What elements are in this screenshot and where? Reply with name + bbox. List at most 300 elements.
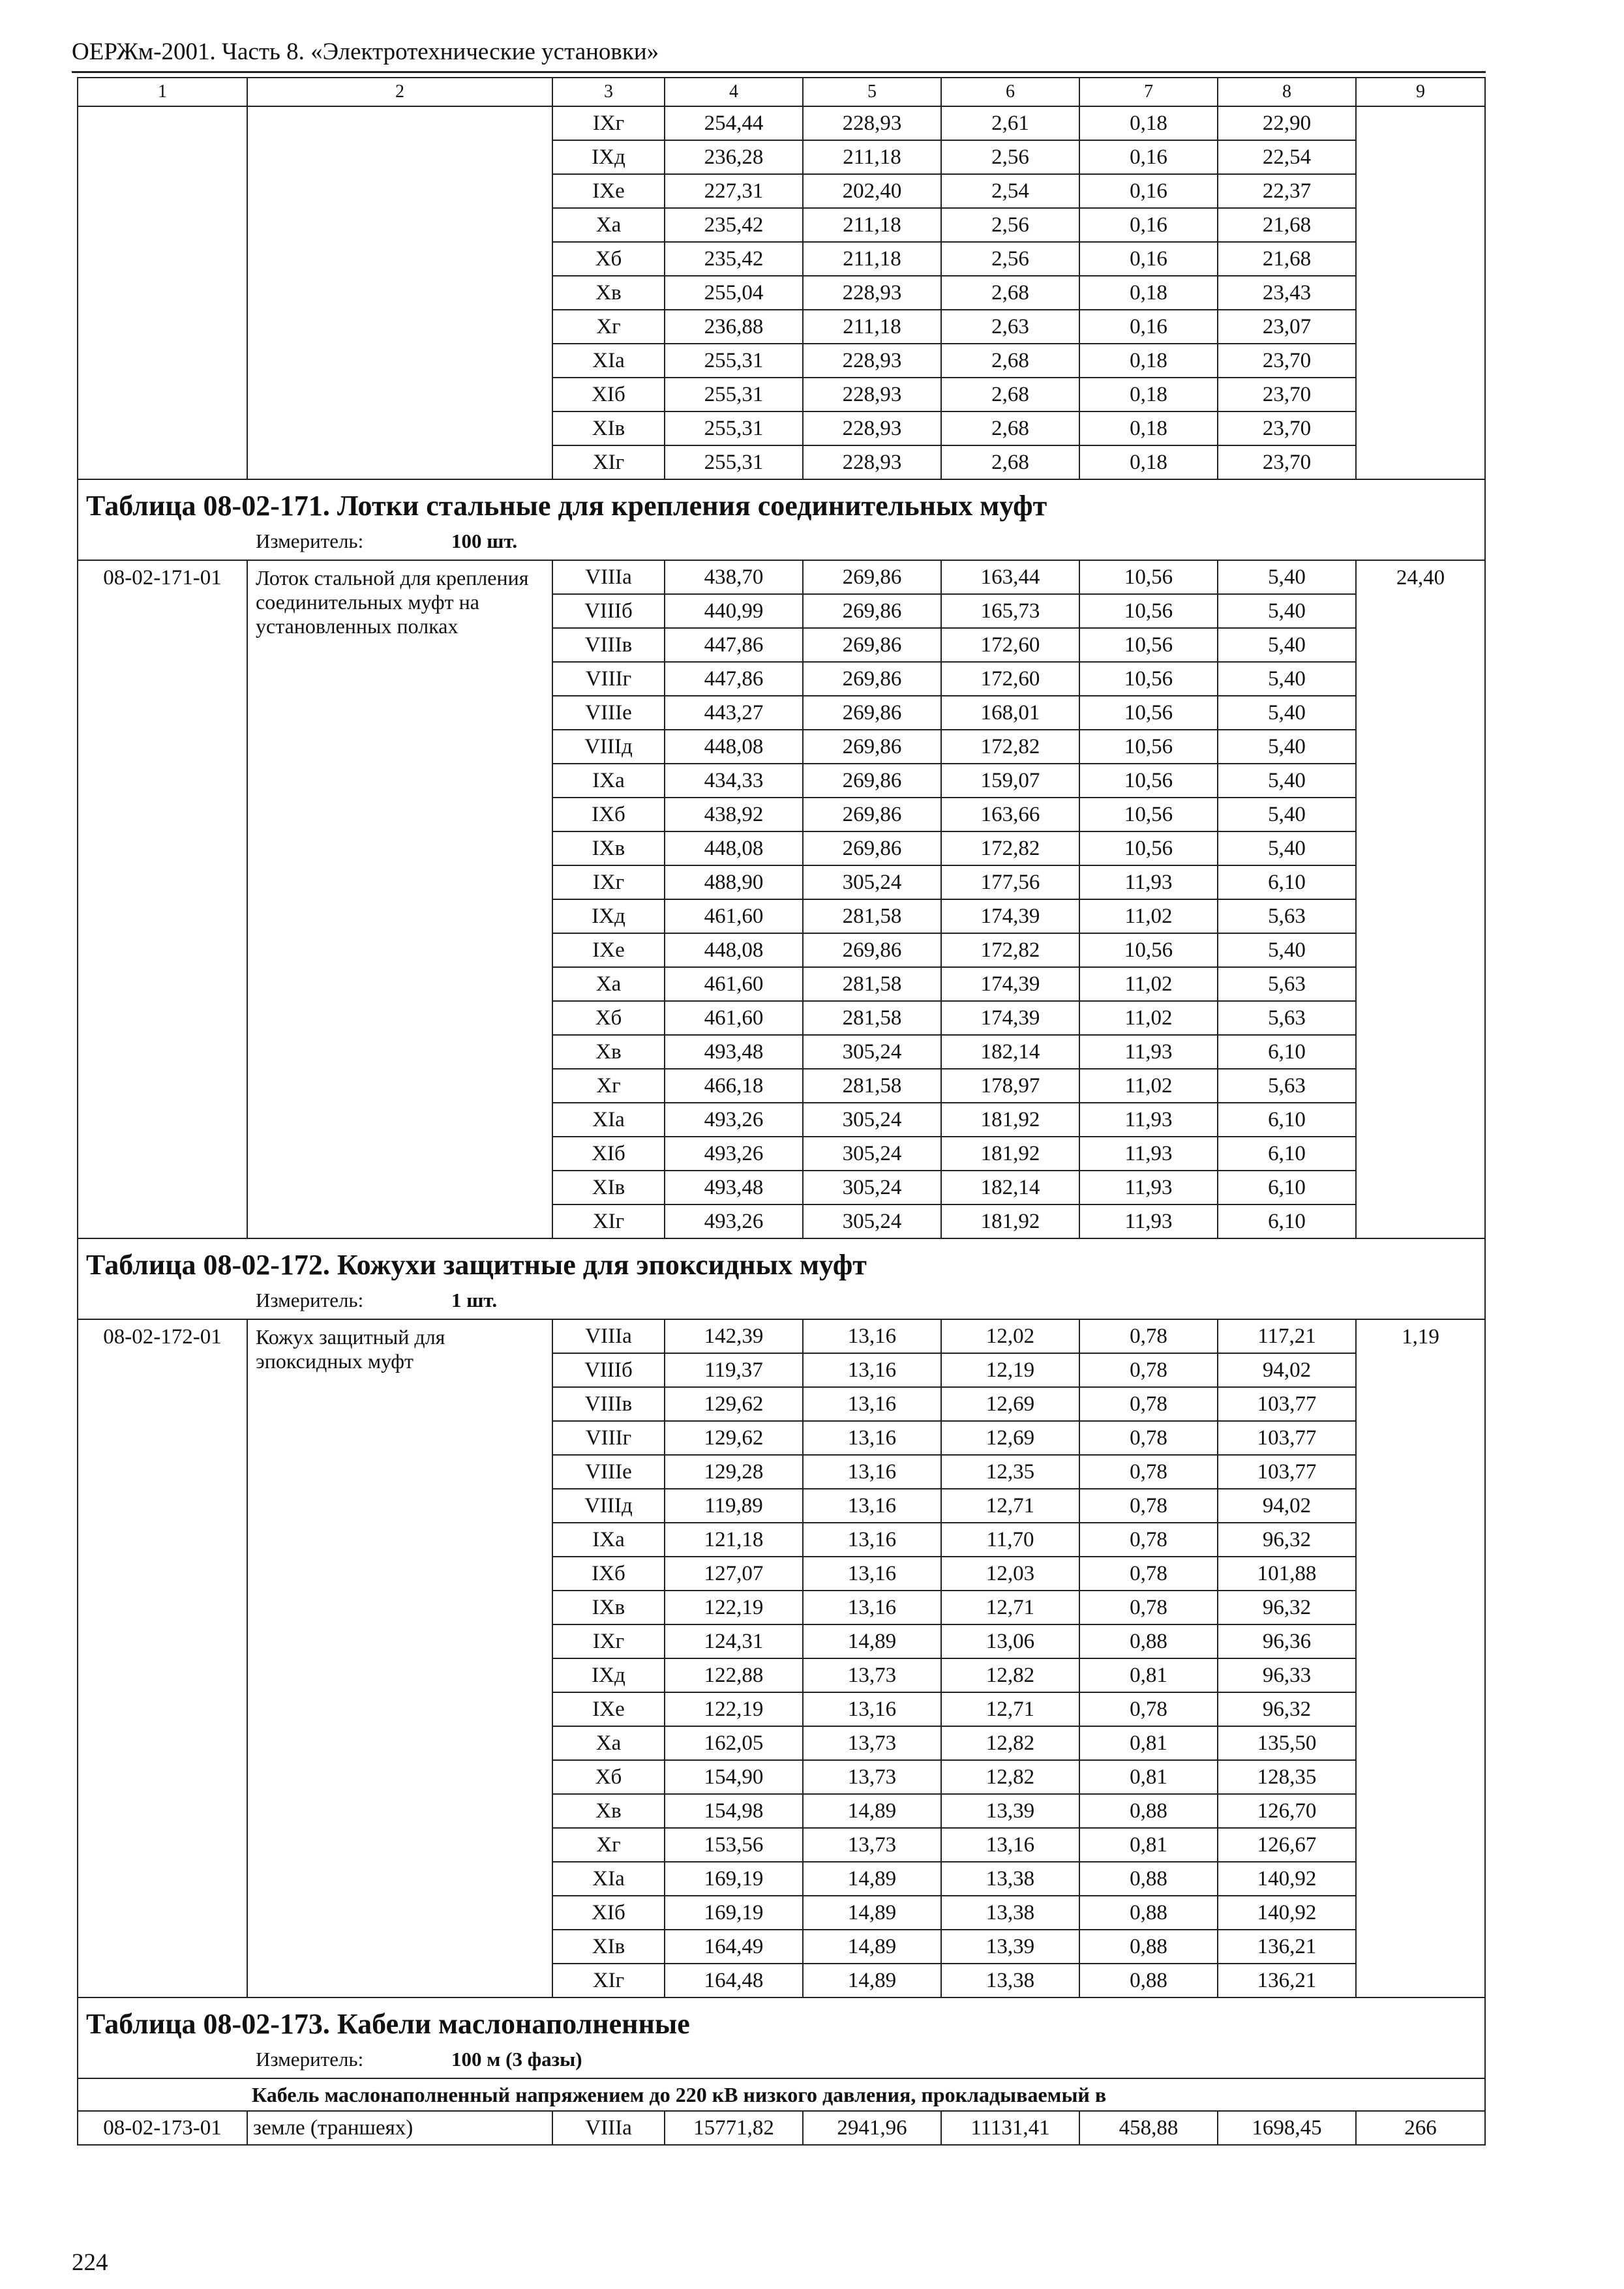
value-cell: 14,89 (803, 1964, 941, 1997)
value-cell: 211,18 (803, 310, 941, 344)
item-description: земле (траншеях) (247, 2111, 552, 2145)
table-row (78, 2111, 1485, 2145)
value-cell: 493,48 (665, 1171, 803, 1204)
table-title: Таблица 08-02-171. Лотки стальные для крепления соединительных муфт (78, 479, 1485, 527)
value-cell: 14,89 (803, 1862, 941, 1896)
value-cell: 96,32 (1218, 1523, 1356, 1557)
value-cell: 172,82 (941, 933, 1079, 967)
value-cell: 13,16 (803, 1387, 941, 1421)
value-cell: 438,92 (665, 798, 803, 831)
page-header: ОЕРЖм-2001. Часть 8. «Электротехнические установки» (72, 38, 659, 65)
table-title: Таблица 08-02-172. Кожухи защитные для эпоксидных муфт (78, 1238, 1485, 1286)
value-cell: 0,81 (1079, 1658, 1218, 1692)
value-cell: 0,88 (1079, 1964, 1218, 1997)
value-cell: 447,86 (665, 662, 803, 696)
value-cell: 13,16 (803, 1319, 941, 1353)
value-cell: 0,16 (1079, 310, 1218, 344)
value-cell: 165,73 (941, 594, 1079, 628)
value-cell: 103,77 (1218, 1421, 1356, 1455)
value-cell: 22,54 (1218, 140, 1356, 174)
value-cell: 168,01 (941, 696, 1079, 730)
measure-row (78, 1286, 1485, 1319)
value-cell: 10,56 (1079, 662, 1218, 696)
column-number: 7 (1079, 78, 1218, 106)
value-cell: 142,39 (665, 1319, 803, 1353)
value-cell: 5,63 (1218, 1001, 1356, 1035)
value-cell: 13,39 (941, 1794, 1079, 1828)
value-cell: 269,86 (803, 730, 941, 764)
value-cell: 461,60 (665, 1001, 803, 1035)
measure-label: Измеритель: (256, 2048, 364, 2071)
value-cell: 23,70 (1218, 344, 1356, 378)
item-col9: 24,40 (1356, 560, 1485, 1238)
value-cell: 10,56 (1079, 594, 1218, 628)
value-cell: 21,68 (1218, 242, 1356, 276)
value-cell: 13,38 (941, 1896, 1079, 1930)
region-cell: XIa (552, 1862, 665, 1896)
value-cell: 255,31 (665, 344, 803, 378)
value-cell: 129,62 (665, 1387, 803, 1421)
value-cell: 11131,41 (941, 2111, 1079, 2145)
value-cell: 281,58 (803, 967, 941, 1001)
value-cell: 254,44 (665, 106, 803, 140)
measure-value: 100 шт. (451, 530, 518, 552)
value-cell: 0,78 (1079, 1692, 1218, 1726)
value-cell: 0,78 (1079, 1523, 1218, 1557)
value-cell: 13,16 (941, 1828, 1079, 1862)
region-cell: IXд (552, 1658, 665, 1692)
value-cell: 23,07 (1218, 310, 1356, 344)
value-cell: 466,18 (665, 1069, 803, 1103)
value-cell: 13,73 (803, 1828, 941, 1862)
value-cell: 6,10 (1218, 1137, 1356, 1171)
value-cell: 13,16 (803, 1523, 941, 1557)
value-cell: 228,93 (803, 445, 941, 479)
value-cell: 235,42 (665, 208, 803, 242)
value-cell: 488,90 (665, 865, 803, 899)
value-cell: 255,04 (665, 276, 803, 310)
value-cell: 2,56 (941, 242, 1079, 276)
value-cell: 22,37 (1218, 174, 1356, 208)
value-cell: 458,88 (1079, 2111, 1218, 2145)
value-cell: 448,08 (665, 933, 803, 967)
column-number: 3 (552, 78, 665, 106)
value-cell: 11,02 (1079, 899, 1218, 933)
value-cell: 13,16 (803, 1353, 941, 1387)
value-cell: 13,39 (941, 1930, 1079, 1964)
value-cell: 0,18 (1079, 411, 1218, 445)
value-cell: 12,82 (941, 1658, 1079, 1692)
value-cell: 305,24 (803, 1137, 941, 1171)
value-cell: 236,28 (665, 140, 803, 174)
value-cell: 255,31 (665, 445, 803, 479)
value-cell: 236,88 (665, 310, 803, 344)
value-cell: 235,42 (665, 242, 803, 276)
column-number: 8 (1218, 78, 1356, 106)
value-cell: 13,38 (941, 1964, 1079, 1997)
region-cell: VIIIe (552, 1455, 665, 1489)
measure-label: Измеритель: (256, 530, 364, 552)
value-cell: 136,21 (1218, 1930, 1356, 1964)
measure-label: Измеритель: (256, 1289, 364, 1311)
region-cell: Xб (552, 1760, 665, 1794)
region-cell: IXг (552, 865, 665, 899)
value-cell: 12,71 (941, 1692, 1079, 1726)
value-cell: 94,02 (1218, 1353, 1356, 1387)
value-cell: 228,93 (803, 378, 941, 411)
value-cell: 13,06 (941, 1624, 1079, 1658)
measure-value: 100 м (3 фазы) (451, 2048, 582, 2071)
value-cell: 10,56 (1079, 730, 1218, 764)
value-cell: 5,40 (1218, 730, 1356, 764)
region-cell: VIIIб (552, 594, 665, 628)
value-cell: 10,56 (1079, 628, 1218, 662)
value-cell: 0,16 (1079, 242, 1218, 276)
value-cell: 21,68 (1218, 208, 1356, 242)
value-cell: 140,92 (1218, 1896, 1356, 1930)
value-cell: 178,97 (941, 1069, 1079, 1103)
value-cell: 0,88 (1079, 1624, 1218, 1658)
region-cell: VIIIд (552, 730, 665, 764)
region-cell: IXг (552, 106, 665, 140)
value-cell: 172,60 (941, 662, 1079, 696)
measure-cell (78, 527, 1485, 560)
region-cell: XIв (552, 1171, 665, 1204)
measure-row (78, 2045, 1485, 2078)
value-cell: 163,66 (941, 798, 1079, 831)
value-cell: 0,18 (1079, 276, 1218, 310)
value-cell: 126,67 (1218, 1828, 1356, 1862)
item-code: 08-02-173-01 (78, 2111, 247, 2145)
value-cell: 0,78 (1079, 1387, 1218, 1421)
value-cell: 305,24 (803, 1035, 941, 1069)
value-cell: 5,63 (1218, 967, 1356, 1001)
value-cell: 269,86 (803, 696, 941, 730)
region-cell: IXe (552, 1692, 665, 1726)
value-cell: 154,98 (665, 1794, 803, 1828)
value-cell: 438,70 (665, 560, 803, 594)
item-description: Кожух защитный для эпоксидных муфт (247, 1319, 552, 1997)
table-body (78, 78, 1485, 2145)
region-cell: IXе (552, 174, 665, 208)
value-cell: 269,86 (803, 628, 941, 662)
value-cell: 5,40 (1218, 560, 1356, 594)
value-cell: 2,56 (941, 140, 1079, 174)
value-cell: 269,86 (803, 594, 941, 628)
value-cell: 228,93 (803, 276, 941, 310)
value-cell: 119,37 (665, 1353, 803, 1387)
value-cell: 14,89 (803, 1896, 941, 1930)
value-cell: 269,86 (803, 662, 941, 696)
region-cell: VIIIд (552, 1489, 665, 1523)
value-cell: 13,16 (803, 1489, 941, 1523)
page-number: 224 (72, 2249, 108, 2276)
value-cell: 12,71 (941, 1489, 1079, 1523)
value-cell: 228,93 (803, 106, 941, 140)
value-cell: 0,88 (1079, 1930, 1218, 1964)
region-cell: IXa (552, 1523, 665, 1557)
region-cell: XIa (552, 1103, 665, 1137)
table-title-row (78, 479, 1485, 527)
value-cell: 281,58 (803, 1001, 941, 1035)
region-cell: VIIIв (552, 628, 665, 662)
value-cell: 23,70 (1218, 411, 1356, 445)
value-cell: 23,70 (1218, 445, 1356, 479)
value-cell: 12,69 (941, 1421, 1079, 1455)
header-rule (72, 71, 1486, 73)
value-cell: 153,56 (665, 1828, 803, 1862)
value-cell: 493,26 (665, 1137, 803, 1171)
value-cell: 12,03 (941, 1557, 1079, 1591)
value-cell: 15771,82 (665, 2111, 803, 2145)
value-cell: 135,50 (1218, 1726, 1356, 1760)
value-cell: 103,77 (1218, 1455, 1356, 1489)
value-cell: 23,43 (1218, 276, 1356, 310)
measure-row (78, 527, 1485, 560)
region-cell: Xб (552, 242, 665, 276)
value-cell: 164,49 (665, 1930, 803, 1964)
value-cell: 269,86 (803, 831, 941, 865)
value-cell: 6,10 (1218, 865, 1356, 899)
value-cell: 5,40 (1218, 628, 1356, 662)
value-cell: 5,40 (1218, 662, 1356, 696)
region-cell: Xб (552, 1001, 665, 1035)
value-cell: 0,18 (1079, 445, 1218, 479)
value-cell: 228,93 (803, 344, 941, 378)
value-cell: 6,10 (1218, 1035, 1356, 1069)
region-cell: IXг (552, 1624, 665, 1658)
value-cell: 305,24 (803, 1103, 941, 1137)
value-cell: 2,54 (941, 174, 1079, 208)
value-cell: 269,86 (803, 764, 941, 798)
value-cell: 13,16 (803, 1455, 941, 1489)
value-cell: 182,14 (941, 1035, 1079, 1069)
value-cell: 0,78 (1079, 1421, 1218, 1455)
region-cell: IXв (552, 1591, 665, 1624)
value-cell: 169,19 (665, 1896, 803, 1930)
value-cell: 227,31 (665, 174, 803, 208)
value-cell: 0,88 (1079, 1896, 1218, 1930)
value-cell: 172,60 (941, 628, 1079, 662)
value-cell: 461,60 (665, 899, 803, 933)
value-cell: 181,92 (941, 1103, 1079, 1137)
value-cell: 122,19 (665, 1692, 803, 1726)
region-cell: VIIIв (552, 1387, 665, 1421)
value-cell: 174,39 (941, 1001, 1079, 1035)
value-cell: 13,73 (803, 1760, 941, 1794)
value-cell: 14,89 (803, 1794, 941, 1828)
value-cell: 182,14 (941, 1171, 1079, 1204)
value-cell: 448,08 (665, 831, 803, 865)
value-cell: 269,86 (803, 560, 941, 594)
value-cell: 14,89 (803, 1624, 941, 1658)
value-cell: 12,82 (941, 1760, 1079, 1794)
value-cell: 5,40 (1218, 933, 1356, 967)
region-cell: XIб (552, 1896, 665, 1930)
value-cell: 122,19 (665, 1591, 803, 1624)
region-cell: IXд (552, 899, 665, 933)
column-number: 9 (1356, 78, 1485, 106)
value-cell: 103,77 (1218, 1387, 1356, 1421)
value-cell: 0,81 (1079, 1726, 1218, 1760)
region-cell: Xa (552, 1726, 665, 1760)
value-cell: 443,27 (665, 696, 803, 730)
value-cell: 126,70 (1218, 1794, 1356, 1828)
item-code: 08-02-172-01 (78, 1319, 247, 1997)
region-cell: VIIIa (552, 1319, 665, 1353)
value-cell: 2,68 (941, 276, 1079, 310)
value-cell: 0,18 (1079, 378, 1218, 411)
value-cell: 211,18 (803, 140, 941, 174)
value-cell: 11,93 (1079, 1035, 1218, 1069)
value-cell: 0,16 (1079, 140, 1218, 174)
value-cell: 10,56 (1079, 831, 1218, 865)
value-cell: 269,86 (803, 798, 941, 831)
value-cell: 11,02 (1079, 1069, 1218, 1103)
value-cell: 96,32 (1218, 1692, 1356, 1726)
value-cell: 461,60 (665, 967, 803, 1001)
region-cell: XIб (552, 1137, 665, 1171)
region-cell: IXe (552, 933, 665, 967)
blank-col9-cell (1356, 106, 1485, 479)
item-col9: 1,19 (1356, 1319, 1485, 1997)
item-col9: 266 (1356, 2111, 1485, 2145)
value-cell: 2,68 (941, 344, 1079, 378)
value-cell: 140,92 (1218, 1862, 1356, 1896)
value-cell: 10,56 (1079, 798, 1218, 831)
column-numbers-row (78, 78, 1485, 106)
region-cell: XIб (552, 378, 665, 411)
value-cell: 269,86 (803, 933, 941, 967)
value-cell: 10,56 (1079, 560, 1218, 594)
table-row (78, 106, 1485, 140)
blank-code-cell (78, 106, 247, 479)
column-number: 2 (247, 78, 552, 106)
table-subtitle-row (78, 2078, 1485, 2111)
value-cell: 12,02 (941, 1319, 1079, 1353)
value-cell: 493,26 (665, 1204, 803, 1238)
value-cell: 0,78 (1079, 1319, 1218, 1353)
column-number: 4 (665, 78, 803, 106)
value-cell: 172,82 (941, 831, 1079, 865)
value-cell: 96,33 (1218, 1658, 1356, 1692)
value-cell: 6,10 (1218, 1204, 1356, 1238)
region-cell: IXб (552, 798, 665, 831)
value-cell: 23,70 (1218, 378, 1356, 411)
value-cell: 127,07 (665, 1557, 803, 1591)
region-cell: Xв (552, 1035, 665, 1069)
value-cell: 2,61 (941, 106, 1079, 140)
region-cell: IXд (552, 140, 665, 174)
value-cell: 162,05 (665, 1726, 803, 1760)
value-cell: 0,78 (1079, 1489, 1218, 1523)
value-cell: 0,18 (1079, 344, 1218, 378)
value-cell: 174,39 (941, 967, 1079, 1001)
value-cell: 12,71 (941, 1591, 1079, 1624)
region-cell: VIIIб (552, 1353, 665, 1387)
region-cell: VIIIa (552, 560, 665, 594)
value-cell: 13,16 (803, 1591, 941, 1624)
value-cell: 0,88 (1079, 1794, 1218, 1828)
region-cell: XIг (552, 445, 665, 479)
value-cell: 6,10 (1218, 1103, 1356, 1137)
value-cell: 1698,45 (1218, 2111, 1356, 2145)
value-cell: 11,93 (1079, 865, 1218, 899)
region-cell: VIIIe (552, 696, 665, 730)
value-cell: 12,69 (941, 1387, 1079, 1421)
value-cell: 2,63 (941, 310, 1079, 344)
value-cell: 13,16 (803, 1557, 941, 1591)
value-cell: 96,32 (1218, 1591, 1356, 1624)
value-cell: 447,86 (665, 628, 803, 662)
value-cell: 181,92 (941, 1204, 1079, 1238)
value-cell: 2941,96 (803, 2111, 941, 2145)
region-cell: IXб (552, 1557, 665, 1591)
value-cell: 0,78 (1079, 1557, 1218, 1591)
value-cell: 0,81 (1079, 1760, 1218, 1794)
value-cell: 11,70 (941, 1523, 1079, 1557)
table-title: Таблица 08-02-173. Кабели маслонаполненные (78, 1997, 1485, 2045)
value-cell: 305,24 (803, 1171, 941, 1204)
table-row (78, 560, 1485, 594)
value-cell: 22,90 (1218, 106, 1356, 140)
value-cell: 128,35 (1218, 1760, 1356, 1794)
value-cell: 2,68 (941, 411, 1079, 445)
value-cell: 228,93 (803, 411, 941, 445)
value-cell: 0,16 (1079, 174, 1218, 208)
column-number: 1 (78, 78, 247, 106)
value-cell: 129,28 (665, 1455, 803, 1489)
value-cell: 12,35 (941, 1455, 1079, 1489)
value-cell: 0,88 (1079, 1862, 1218, 1896)
value-cell: 10,56 (1079, 764, 1218, 798)
item-description: Лоток стальной для крепления соединительных муфт на установленных полках (247, 560, 552, 1238)
value-cell: 5,40 (1218, 594, 1356, 628)
item-code: 08-02-171-01 (78, 560, 247, 1238)
value-cell: 119,89 (665, 1489, 803, 1523)
value-cell: 0,78 (1079, 1591, 1218, 1624)
value-cell: 122,88 (665, 1658, 803, 1692)
value-cell: 440,99 (665, 594, 803, 628)
table-title-row (78, 1238, 1485, 1286)
value-cell: 281,58 (803, 899, 941, 933)
region-cell: VIIIг (552, 662, 665, 696)
value-cell: 136,21 (1218, 1964, 1356, 1997)
value-cell: 0,78 (1079, 1353, 1218, 1387)
region-cell: Xa (552, 967, 665, 1001)
column-number: 6 (941, 78, 1079, 106)
region-cell: Xв (552, 276, 665, 310)
value-cell: 448,08 (665, 730, 803, 764)
value-cell: 493,48 (665, 1035, 803, 1069)
value-cell: 11,93 (1079, 1204, 1218, 1238)
value-cell: 174,39 (941, 899, 1079, 933)
rates-table (77, 77, 1486, 2146)
value-cell: 159,07 (941, 764, 1079, 798)
value-cell: 5,40 (1218, 764, 1356, 798)
value-cell: 255,31 (665, 411, 803, 445)
value-cell: 96,36 (1218, 1624, 1356, 1658)
value-cell: 202,40 (803, 174, 941, 208)
value-cell: 255,31 (665, 378, 803, 411)
value-cell: 11,02 (1079, 967, 1218, 1001)
value-cell: 154,90 (665, 1760, 803, 1794)
measure-cell (78, 2045, 1485, 2078)
value-cell: 2,68 (941, 378, 1079, 411)
region-cell: IXв (552, 831, 665, 865)
region-cell: Xг (552, 1069, 665, 1103)
value-cell: 5,40 (1218, 798, 1356, 831)
